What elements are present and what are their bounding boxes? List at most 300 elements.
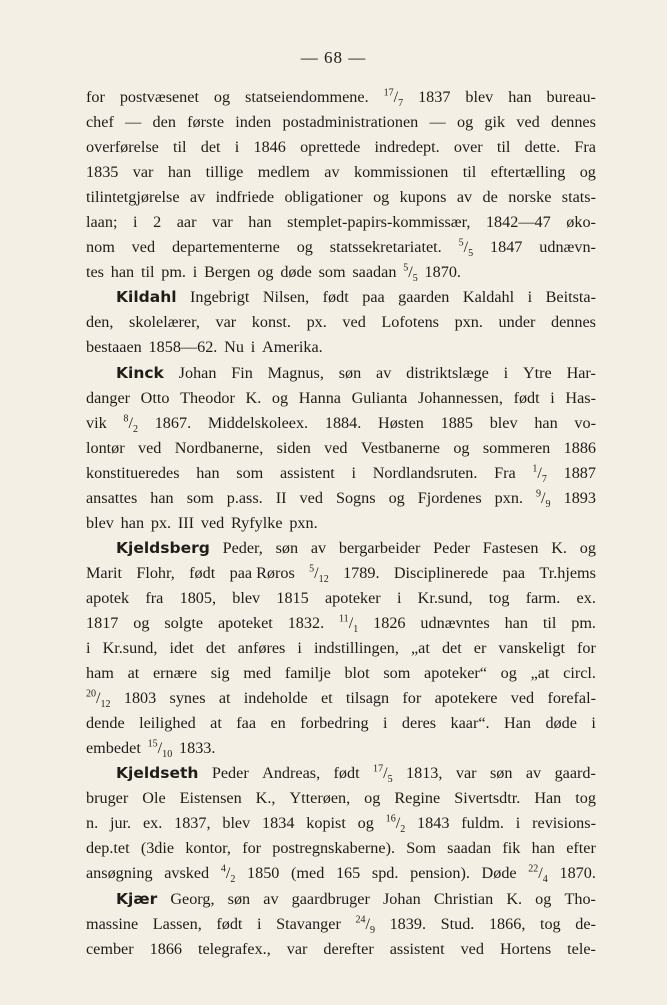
word: en — [270, 714, 286, 733]
word: pxn. — [494, 488, 523, 507]
word: bureau- — [546, 88, 596, 106]
word: Ingebrigt — [190, 288, 250, 307]
word: 165 — [335, 864, 361, 883]
word: blev — [465, 88, 494, 106]
word: til — [542, 613, 557, 632]
word: for — [86, 88, 105, 106]
word: pm. — [571, 613, 596, 632]
word: blot — [344, 664, 370, 683]
date-fraction: $^9/_9$ — [536, 488, 551, 510]
word: ved — [131, 238, 156, 257]
word: Vestbanerne — [360, 438, 440, 457]
word: px. — [306, 313, 327, 332]
word: sommeren — [482, 438, 551, 457]
word: fuldm. — [461, 814, 504, 833]
word: Tho- — [564, 889, 596, 908]
word: inden — [235, 113, 272, 132]
date-fraction: $^{11}/_1$ — [339, 613, 359, 636]
date-fraction: $^5/_5$ — [458, 237, 474, 260]
date-fraction: $^{20}/_{12}$ — [86, 688, 111, 711]
word: forbedring — [300, 714, 369, 733]
word: han — [508, 88, 532, 106]
word: og — [357, 814, 374, 833]
word: i — [550, 388, 555, 407]
word: de- — [575, 914, 596, 933]
text-line — [86, 586, 596, 611]
word: født — [189, 563, 216, 582]
word: 1832. — [287, 613, 325, 632]
word: Johan — [382, 889, 421, 908]
word: og — [257, 263, 274, 282]
word: Som — [406, 839, 436, 858]
text-line — [86, 561, 596, 586]
text-line — [86, 135, 596, 160]
word: familje — [284, 664, 331, 683]
word: 1846 — [253, 138, 286, 157]
word: forefal- — [547, 689, 596, 708]
text-line — [86, 461, 596, 486]
word: 1837, — [174, 814, 211, 833]
word: 1817 — [86, 613, 119, 632]
word: han — [248, 213, 272, 232]
word: avsked — [164, 864, 210, 883]
word: under — [498, 313, 536, 332]
word: ved — [138, 438, 162, 457]
text-line — [86, 937, 596, 962]
word: for — [242, 839, 262, 858]
word: i — [86, 639, 91, 658]
word: oprettede — [300, 138, 361, 157]
text-line — [86, 912, 596, 937]
word: paa — [362, 288, 385, 307]
word: Johan — [178, 363, 217, 382]
word: tilsagn — [345, 689, 390, 708]
word: av — [310, 538, 327, 557]
entry-name: Kjær — [116, 889, 158, 908]
word: første — [187, 113, 225, 132]
word: saadan — [352, 263, 397, 282]
word: idet — [169, 639, 194, 658]
word: Disciplinerede — [393, 563, 489, 582]
text-line — [86, 285, 596, 310]
word: den, — [86, 313, 114, 332]
word: jur. — [109, 814, 132, 833]
word: gaardbruger — [291, 889, 370, 908]
page-number: — 68 — — [300, 48, 367, 67]
word: han — [534, 413, 558, 432]
word: efter — [566, 839, 596, 858]
word: saadan — [447, 839, 492, 858]
word: — — [125, 113, 142, 132]
word: for — [577, 639, 596, 658]
word: ham — [86, 664, 114, 683]
word: og — [579, 163, 596, 182]
word: apoteker“ — [424, 664, 487, 683]
word: i — [297, 639, 302, 658]
text-line — [86, 811, 596, 836]
word: embedet — [86, 739, 141, 758]
word: konst. — [251, 313, 291, 332]
word: 1870. — [559, 864, 596, 883]
word: assistent — [279, 463, 335, 482]
word: 1833. — [179, 739, 216, 758]
word: nom — [86, 238, 115, 257]
word: aar — [176, 213, 197, 232]
word: statseiendommene. — [245, 88, 369, 106]
word: bergarbeider — [338, 538, 421, 557]
word: assistent — [389, 939, 445, 958]
word: dette. — [524, 138, 561, 157]
word: blev — [86, 513, 114, 532]
date-fraction: $^5/_5$ — [403, 262, 418, 285]
word: ansøgning — [86, 864, 153, 883]
word: blev — [222, 814, 251, 833]
text-line — [86, 786, 596, 811]
word: dennes — [551, 313, 596, 332]
word: 1835 — [86, 163, 119, 182]
word: distriktslæge — [406, 363, 489, 382]
word: Fin — [231, 363, 253, 382]
word: laan; — [86, 213, 118, 232]
word: av — [324, 163, 340, 182]
word: indfriede — [215, 188, 275, 207]
word: 1886 — [563, 438, 596, 457]
word: født — [322, 288, 349, 307]
word: medlem — [257, 163, 310, 182]
word: pension). — [410, 864, 470, 883]
word: søn — [489, 764, 513, 783]
word: Andreas, — [262, 764, 321, 783]
text-line — [86, 235, 596, 260]
word: lontør — [86, 438, 125, 457]
word: Fra — [574, 138, 596, 157]
word: til — [496, 138, 511, 157]
text-line — [86, 511, 596, 536]
word: dep.tet — [86, 839, 130, 858]
word: tog — [539, 914, 561, 933]
word: Amerika. — [262, 338, 323, 357]
word: og — [456, 113, 474, 132]
word: døde — [545, 714, 577, 733]
word: Sivertsdtr. — [454, 789, 521, 808]
word: leilighed — [139, 714, 196, 733]
text-line — [86, 861, 596, 886]
word: 1870. — [424, 263, 461, 282]
word: som — [186, 488, 214, 507]
date-fraction: $^{22}/_4$ — [528, 864, 548, 886]
word: cember — [86, 939, 134, 958]
word: II — [275, 488, 287, 507]
word: paa Røros — [229, 563, 295, 582]
word: Ytre — [522, 363, 552, 382]
word: vik — [86, 413, 107, 432]
word: sig — [210, 664, 230, 683]
word: var — [215, 313, 237, 332]
word: siden — [276, 438, 311, 457]
word: Middelskoleex. — [207, 413, 309, 432]
word: Magnus, — [267, 363, 324, 382]
word: bruger — [86, 789, 129, 808]
text-line — [86, 536, 596, 561]
word: i — [591, 714, 596, 733]
word: Peder — [433, 538, 470, 557]
text-line — [86, 887, 596, 912]
word: og — [271, 388, 289, 407]
word: Johannessen, — [417, 388, 503, 407]
word: deres — [401, 714, 437, 733]
text-line — [86, 436, 596, 461]
word: han — [120, 513, 145, 532]
word: Har- — [566, 363, 596, 382]
word: ansattes — [86, 488, 138, 507]
word: vo- — [574, 413, 596, 432]
word: Christian — [433, 889, 494, 908]
word: Peder, — [222, 538, 263, 557]
text-line — [86, 711, 596, 736]
word: derefter — [323, 939, 374, 958]
word: danger — [86, 388, 131, 407]
word: Eistensen — [179, 789, 242, 808]
text-line — [86, 210, 596, 235]
word: født — [513, 388, 540, 407]
word: Døde — [481, 864, 517, 883]
word: var — [212, 213, 233, 232]
text-line — [86, 636, 596, 661]
word: og — [579, 538, 596, 557]
word: ved — [324, 438, 348, 457]
text-line — [86, 836, 596, 861]
word: Theodor — [180, 388, 235, 407]
word: Peder — [211, 764, 249, 783]
word: kommissionen — [353, 163, 449, 182]
word: Regine — [394, 789, 441, 808]
date-fraction: $^{15}/_{10}$ — [147, 738, 173, 761]
word: det — [200, 138, 221, 157]
entry-name: Kjeldseth — [116, 764, 199, 783]
word: og — [364, 789, 381, 808]
date-fraction: $^1/_7$ — [532, 463, 547, 485]
biography-text — [86, 85, 596, 962]
word: som — [236, 463, 264, 482]
word: ved — [342, 313, 366, 332]
word: Ole — [142, 789, 166, 808]
word: det — [441, 639, 462, 658]
word: 1850 — [247, 864, 280, 883]
date-fraction: $^{16}/_2$ — [385, 813, 406, 836]
word: px. — [150, 513, 172, 532]
word: Has- — [565, 388, 596, 407]
word: 1803 — [123, 689, 157, 708]
word: 1805, — [179, 588, 217, 607]
text-line — [86, 611, 596, 636]
word: telegrafex., — [197, 939, 271, 958]
entry-name: Kinck — [116, 363, 164, 382]
word: i — [257, 914, 262, 933]
word: anføres — [237, 639, 286, 658]
word: i — [527, 288, 533, 307]
word: 1866, — [488, 914, 526, 933]
word: ernære — [152, 664, 198, 683]
word: er — [473, 639, 487, 658]
word: søn — [275, 538, 299, 557]
word: departementerne — [171, 238, 280, 257]
word: ex. — [142, 814, 163, 833]
word: 1866 — [149, 939, 182, 958]
word: kupons — [399, 188, 447, 207]
word: og — [453, 438, 470, 457]
word: som — [383, 664, 411, 683]
word: 1834 — [262, 814, 295, 833]
word: Beitsta- — [545, 288, 596, 307]
word: indredept. — [374, 138, 440, 157]
text-line — [86, 110, 596, 135]
word: han — [167, 163, 192, 182]
word: synes — [169, 689, 206, 708]
word: med — [243, 664, 272, 683]
word: 1842—47 — [485, 213, 551, 232]
word: den — [152, 113, 176, 132]
word: tog — [488, 588, 510, 607]
word: Stavanger — [276, 914, 341, 933]
word: — — [429, 113, 446, 132]
word: i — [133, 213, 138, 232]
word: Ryfylke — [231, 513, 283, 532]
word: det — [205, 639, 226, 658]
word: av — [189, 188, 206, 207]
word: dende — [86, 714, 125, 733]
word: blev — [232, 588, 261, 607]
word: 1826 — [373, 613, 406, 632]
word: Høsten — [378, 413, 424, 432]
word: K. — [506, 889, 523, 908]
word: „at — [530, 664, 550, 683]
word: Nordlandsruten. — [372, 463, 478, 482]
word: Bergen — [204, 263, 251, 282]
word: 1893 — [563, 488, 596, 507]
word: og — [373, 188, 390, 207]
word: apotekere — [434, 689, 498, 708]
word: apotek — [86, 588, 130, 607]
text-line — [86, 310, 596, 335]
word: solgte — [164, 613, 204, 632]
date-fraction: $^{17}/_5$ — [373, 763, 393, 786]
word: og — [213, 88, 231, 106]
word: 1885 — [440, 413, 473, 432]
word: postregnskaberne). — [272, 839, 396, 858]
word: (med — [291, 864, 325, 883]
word: 1884. — [324, 413, 362, 432]
word: ved — [200, 513, 225, 532]
word: tes — [86, 263, 104, 282]
word: 1867. — [154, 413, 192, 432]
word: 1843 — [417, 814, 450, 833]
word: p.ass. — [226, 488, 263, 507]
word: 1837 — [418, 88, 451, 106]
word: Stud. — [440, 914, 475, 933]
word: faa — [236, 714, 257, 733]
word: 2 — [153, 213, 162, 232]
text-line — [86, 160, 596, 185]
word: K. — [551, 538, 567, 557]
word: over — [453, 138, 483, 157]
date-fraction: $^8/_2$ — [123, 413, 138, 435]
word: søn — [227, 889, 251, 908]
word: kaar“. — [450, 714, 490, 733]
word: Nilsen, — [262, 288, 310, 307]
word: fra — [145, 588, 164, 607]
word: udnævntes — [420, 613, 490, 632]
text-line — [86, 686, 596, 711]
word: i — [503, 363, 509, 382]
word: født — [333, 764, 360, 783]
date-fraction: $^{17}/_7$ — [383, 87, 404, 110]
word: apoteker — [324, 588, 381, 607]
word: konstitueredes — [86, 463, 180, 482]
word: i — [250, 338, 256, 357]
word: tog — [575, 789, 596, 808]
text-line — [86, 260, 596, 285]
word: og — [133, 613, 150, 632]
text-line — [86, 736, 596, 761]
word: Nu — [224, 338, 244, 357]
word: paa — [502, 563, 526, 582]
word: norske — [508, 188, 552, 207]
word: gik — [484, 113, 506, 132]
word: 1815 — [276, 588, 309, 607]
word: overførelse — [86, 138, 159, 157]
word: Sogns — [335, 488, 376, 507]
word: Marit — [86, 563, 122, 582]
word: n. — [86, 814, 99, 833]
word: for — [402, 689, 422, 708]
word: var — [455, 764, 477, 783]
word: han — [110, 263, 135, 282]
word: apoteket — [217, 613, 273, 632]
word: 1887 — [563, 463, 596, 482]
word: tillige — [205, 163, 244, 182]
word: Georg, — [170, 889, 215, 908]
word: dennes — [550, 113, 596, 132]
word: stemplet-papirs-kommissær, — [287, 213, 471, 232]
word: vanskeligt — [498, 639, 565, 658]
date-fraction: $^5/_{12}$ — [309, 563, 329, 586]
word: Otto — [140, 388, 170, 407]
text-line — [86, 386, 596, 411]
word: Fastesen — [482, 538, 539, 557]
word: kontor, — [185, 839, 231, 858]
word: i — [192, 263, 198, 282]
text-line — [86, 761, 596, 786]
word: bestaaen — [86, 338, 142, 357]
word: III — [177, 513, 195, 532]
entry-name: Kjeldsberg — [116, 538, 210, 557]
word: obligationer — [284, 188, 363, 207]
word: og — [388, 488, 405, 507]
word: eftertælling — [490, 163, 566, 182]
word: circl. — [563, 664, 596, 683]
word: han — [504, 613, 528, 632]
word: postadministrationen — [282, 113, 419, 132]
word: chef — [86, 113, 114, 132]
word: Lofotens — [381, 313, 439, 332]
word: til — [173, 138, 187, 157]
word: at — [218, 689, 231, 708]
word: 1858—62. — [148, 338, 218, 357]
word: i — [234, 138, 240, 157]
word: og — [500, 664, 517, 683]
word: og — [535, 889, 552, 908]
text-line — [86, 85, 596, 110]
